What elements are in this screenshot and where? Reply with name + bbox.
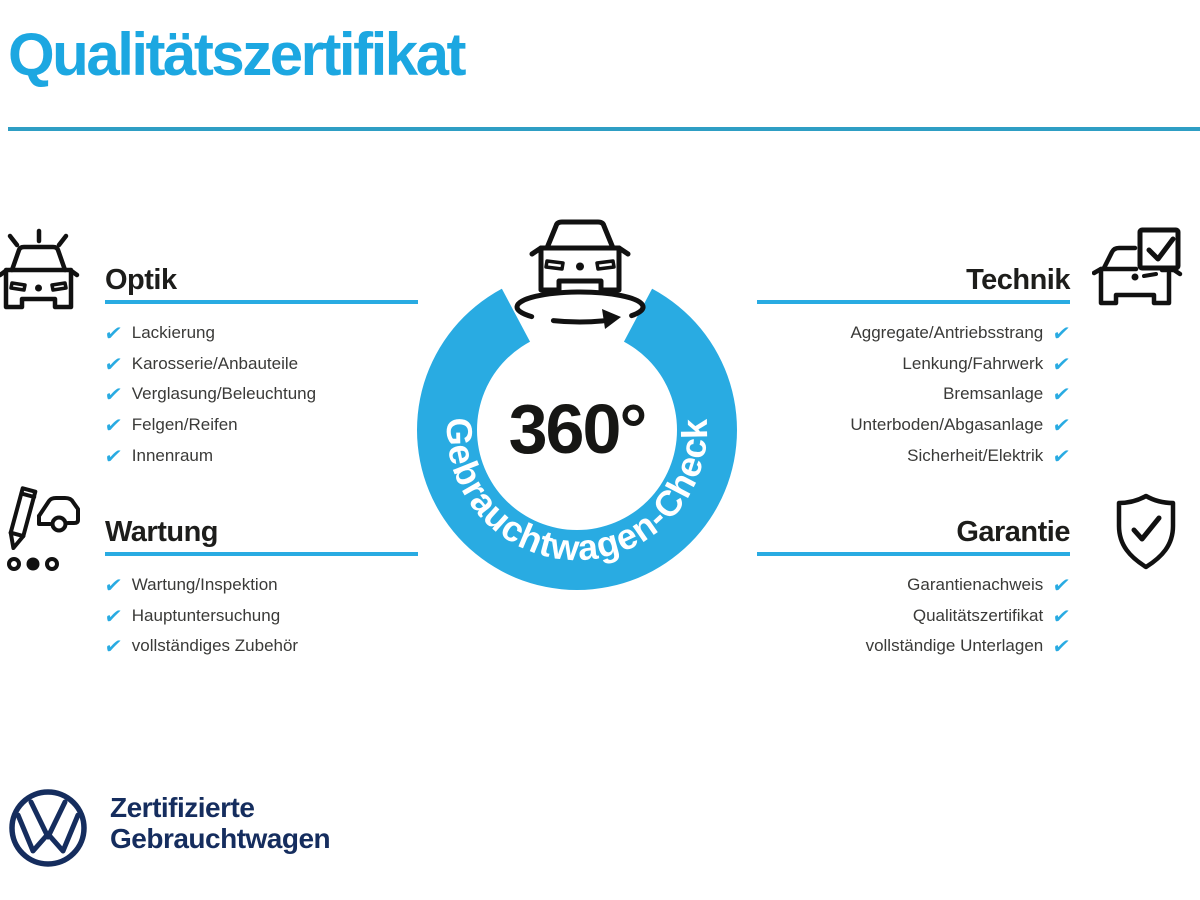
footer-line1: Zertifizierte xyxy=(110,792,255,823)
checklist-item-label: Wartung/Inspektion xyxy=(131,575,278,595)
check-icon: ✔ xyxy=(1051,413,1073,438)
shield-check-icon xyxy=(1106,490,1186,575)
checklist-item-label: vollständiges Zubehör xyxy=(131,636,299,656)
checkbox xyxy=(1140,230,1178,268)
technik-list xyxy=(757,318,1073,471)
degree-label: 360° xyxy=(508,390,646,468)
shining-car-icon xyxy=(0,224,80,316)
checklist-item-label: Felgen/Reifen xyxy=(131,415,238,435)
checklist-item xyxy=(757,349,1073,380)
check-icon: ✔ xyxy=(1051,573,1073,598)
checklist-item xyxy=(757,318,1073,349)
checklist-item-label: Bremsanlage xyxy=(943,384,1044,404)
checklist-item xyxy=(757,440,1073,471)
check-icon: ✔ xyxy=(102,413,124,438)
checklist-item xyxy=(757,410,1073,441)
checklist-item-label: Hauptuntersuchung xyxy=(131,605,281,625)
vw-logo xyxy=(8,788,88,868)
checklist-item-label: Karosserie/Anbauteile xyxy=(131,353,299,373)
check-icon: ✔ xyxy=(102,634,124,659)
check-icon: ✔ xyxy=(102,321,124,346)
footer-line2: Gebrauchtwagen xyxy=(110,823,331,854)
checklist-item xyxy=(757,570,1073,601)
section-optik xyxy=(102,260,418,471)
section-garantie xyxy=(757,512,1073,662)
checklist-item xyxy=(102,379,418,410)
wartung-list xyxy=(102,570,418,662)
check-icon: ✔ xyxy=(1051,382,1073,407)
checklist-item-label: vollständige Unterlagen xyxy=(865,636,1044,656)
checklist-item-label: Innenraum xyxy=(131,445,214,465)
checklist-item xyxy=(102,410,418,441)
checklist-item xyxy=(757,379,1073,410)
car-roof xyxy=(547,222,613,248)
headlight xyxy=(597,261,614,269)
section-technik xyxy=(757,260,1073,471)
checklist-item xyxy=(102,318,418,349)
checklist-item-label: Sicherheit/Elektrik xyxy=(907,445,1044,465)
checklist-item-label: Garantienachweis xyxy=(907,575,1044,595)
check-icon: ✔ xyxy=(102,351,124,376)
service-record-icon xyxy=(2,484,87,579)
ring-curved-label: Gebrauchtwagen-Check xyxy=(438,417,716,569)
checklist-item xyxy=(102,570,418,601)
checkbox-check xyxy=(1149,239,1173,259)
title-divider xyxy=(8,127,1200,131)
wheel xyxy=(53,518,66,531)
dot-outline xyxy=(9,559,19,569)
headlight xyxy=(546,261,563,269)
garantie-list xyxy=(757,570,1073,662)
rotating-car-icon xyxy=(505,210,655,335)
check-icon: ✔ xyxy=(1051,351,1073,376)
section-wartung-title: Wartung xyxy=(105,516,219,548)
rotation-arrow-arc xyxy=(553,321,603,322)
section-underline xyxy=(105,300,418,304)
checklist-item-label: Qualitätszertifikat xyxy=(912,605,1044,625)
check-icon: ✔ xyxy=(102,573,124,598)
section-technik-title: Technik xyxy=(966,264,1070,296)
section-garantie-title: Garantie xyxy=(956,516,1070,548)
check-icon: ✔ xyxy=(102,443,124,468)
check-icon: ✔ xyxy=(102,603,124,628)
optik-list xyxy=(102,318,418,471)
section-optik-title: Optik xyxy=(105,264,177,296)
checklist-item-label: Unterboden/Abgasanlage xyxy=(850,415,1044,435)
shine-dash xyxy=(10,236,17,245)
section-underline xyxy=(757,300,1070,304)
checklist-item xyxy=(102,440,418,471)
section-underline xyxy=(757,552,1070,556)
checklist-item xyxy=(757,601,1073,632)
car-hood xyxy=(532,248,628,254)
page-title: Qualitätszertifikat xyxy=(8,21,464,88)
dot-outline xyxy=(47,559,57,569)
checklist-item-label: Lenkung/Fahrwerk xyxy=(902,353,1044,373)
rotation-arc xyxy=(517,292,643,317)
checklist-item xyxy=(102,601,418,632)
checklist-item xyxy=(102,631,418,662)
checklist-item xyxy=(757,631,1073,662)
check-icon: ✔ xyxy=(1051,634,1073,659)
rotation-arrowhead xyxy=(602,309,621,329)
car-checklist-icon xyxy=(1092,224,1184,316)
check-icon: ✔ xyxy=(102,382,124,407)
footer-brand-text xyxy=(110,792,330,854)
section-underline xyxy=(105,552,418,556)
shine-dash xyxy=(59,236,66,245)
shield-check xyxy=(1134,518,1159,539)
check-icon: ✔ xyxy=(1051,443,1073,468)
checklist-item-label: Lackierung xyxy=(131,323,215,343)
dot-filled xyxy=(27,558,40,571)
section-wartung xyxy=(102,512,418,662)
logo-w xyxy=(18,815,78,851)
checklist-item-label: Verglasung/Beleuchtung xyxy=(131,384,317,404)
pencil-cap-line xyxy=(22,494,35,497)
check-icon: ✔ xyxy=(1051,321,1073,346)
checklist-item-label: Aggregate/Antriebsstrang xyxy=(850,323,1044,343)
check-icon: ✔ xyxy=(1051,603,1073,628)
checklist-item xyxy=(102,349,418,380)
